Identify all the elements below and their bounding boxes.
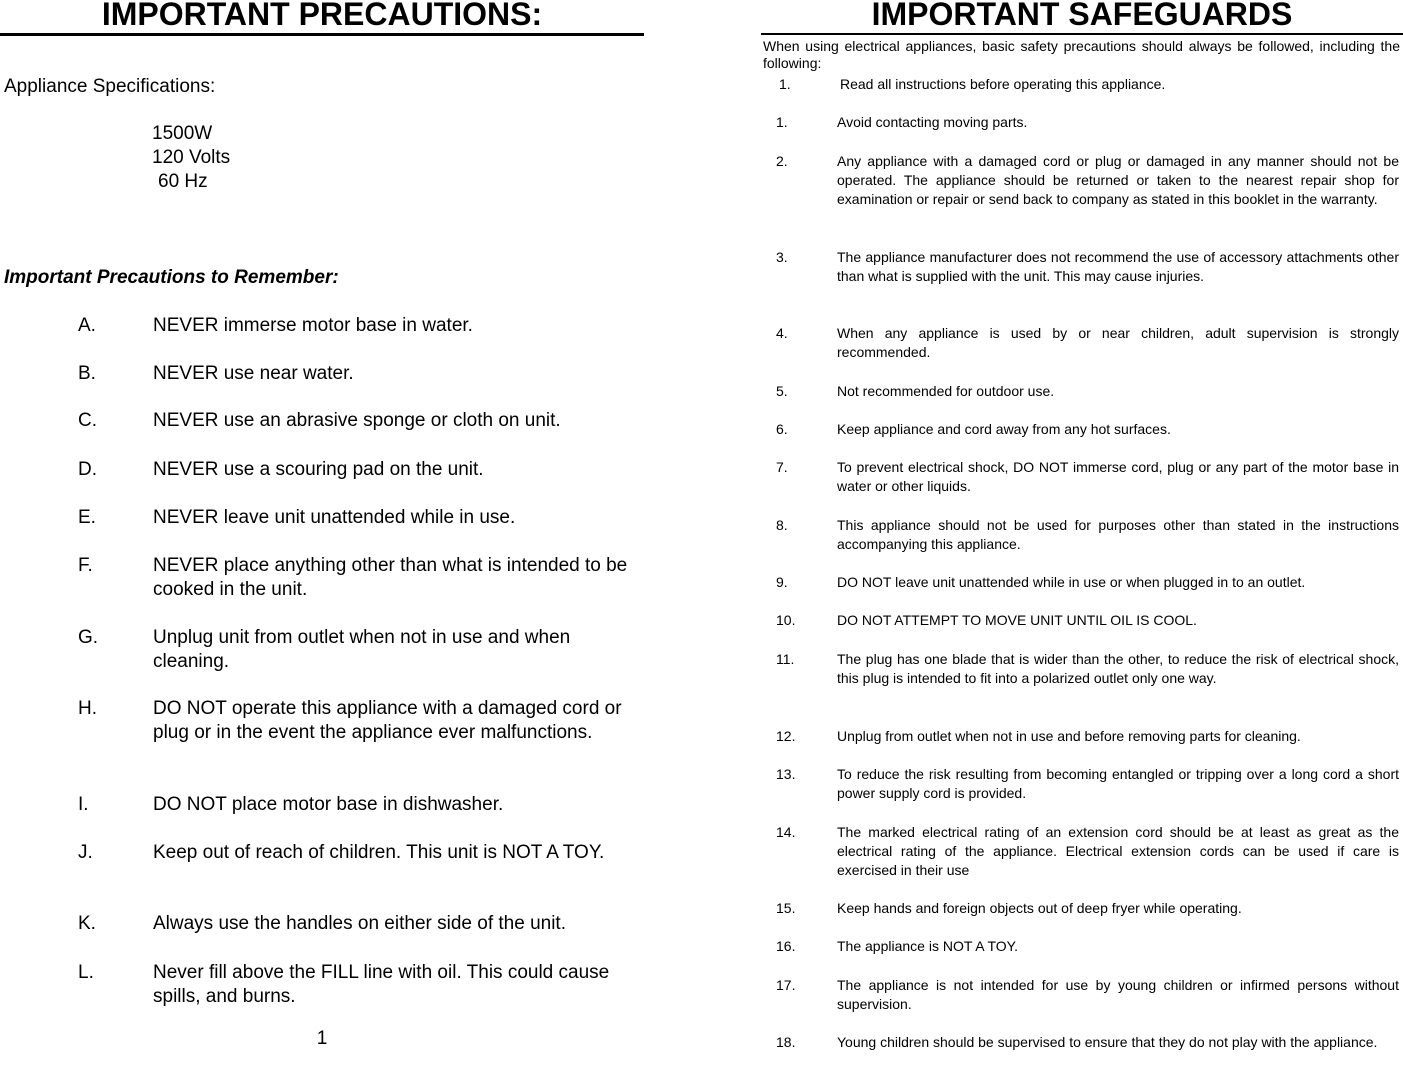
safeguard-text: Keep appliance and cord away from any hot surfaces. [837,421,1171,437]
safeguard-number: 18. [776,1034,796,1050]
precaution-text: Unplug unit from outlet when not in use and when cleaning. [153,627,571,672]
safeguard-text: Read all instructions before operating this appliance. [840,76,1166,92]
precaution-letter: F. [78,555,93,576]
specifications-heading: Appliance Specifications: [4,76,216,97]
precaution-letter: J. [78,842,93,863]
precaution-text: NEVER place anything other than what is intended to be cooked in the unit. [153,555,628,600]
safeguard-text: The appliance is not intended for use by young children or infirmed persons without supervision. [837,977,1399,1012]
precaution-text: NEVER immerse motor base in water. [153,315,473,336]
safeguard-text: DO NOT leave unit unattended while in use or when plugged in to an outlet. [837,574,1306,590]
safeguard-number: 5. [776,383,788,399]
safeguard-text: Unplug from outlet when not in use and before removing parts for cleaning. [837,728,1301,744]
precaution-text: NEVER use a scouring pad on the unit. [153,459,484,480]
safeguard-number: 12. [776,728,796,744]
safeguard-text: Not recommended for outdoor use. [837,383,1055,399]
safeguard-number: 6. [776,421,788,437]
safeguards-intro: When using electrical appliances, basic safety precautions should always be followed, including the following: [763,38,1400,71]
safeguard-text: The appliance is NOT A TOY. [837,938,1019,954]
safeguard-number: 15. [776,900,796,916]
spec-frequency: 60 Hz [158,171,208,192]
precaution-letter: K. [78,913,96,934]
safeguard-number: 3. [776,249,788,265]
precautions-page [0,0,644,1071]
precautions-title: IMPORTANT PRECAUTIONS: [101,0,543,32]
precaution-text: DO NOT place motor base in dishwasher. [153,794,504,815]
safeguard-text: The plug has one blade that is wider than the other, to reduce the risk of electrical shock, this plug is intended to fit into a polarized outlet only one way. [837,651,1399,686]
precaution-text: Never fill above the FILL line with oil. This could cause spills, and burns. [153,962,610,1007]
safeguard-number: 2. [776,153,788,169]
safeguard-text: Avoid contacting moving parts. [837,114,1028,130]
safeguard-number: 16. [776,938,796,954]
safeguard-number: 13. [776,766,796,782]
safeguard-text: Any appliance with a damaged cord or plug or damaged in any manner should not be operated. The appliance should be returned or taken to the nearest repair shop for examination or repair or send back to company as stated in this booklet in the warranty. [837,153,1399,207]
safeguards-page [761,0,1403,1071]
title-divider [0,33,644,36]
precaution-letter: G. [78,627,99,648]
safeguard-text: This appliance should not be used for purposes other than stated in the instructions accompanying this appliance. [837,517,1399,552]
safeguard-number: 11. [776,651,795,667]
safeguard-text: The marked electrical rating of an extension cord should be at least as great as the electrical rating of the appliance. Electrical extension cords can be used if care is exercised in their use [837,824,1399,878]
spec-wattage: 1500W [152,123,213,144]
precaution-text: NEVER leave unit unattended while in use. [153,507,516,528]
safeguard-text: Keep hands and foreign objects out of deep fryer while operating. [837,900,1242,916]
safeguard-text: DO NOT ATTEMPT TO MOVE UNIT UNTIL OIL IS COOL. [837,612,1197,628]
precaution-letter: D. [78,459,97,480]
safeguard-number: 1. [779,76,791,92]
precaution-letter: H. [78,698,97,719]
precaution-letter: A. [78,315,96,336]
safeguard-number: 1. [776,114,788,130]
safeguard-number: 10. [776,612,796,628]
safeguard-number: 9. [776,574,788,590]
safeguards-title: IMPORTANT SAFEGUARDS [871,0,1293,32]
precautions-heading: Important Precautions to Remember: [4,267,339,288]
title-divider [761,33,1403,35]
safeguard-number: 8. [776,517,788,533]
precaution-text: Always use the handles on either side of the unit. [153,913,566,934]
precaution-text: Keep out of reach of children. This unit is NOT A TOY. [153,842,605,863]
precaution-text: DO NOT operate this appliance with a damaged cord or plug or in the event the appliance ever malfunctions. [153,698,622,743]
safeguard-number: 17. [776,977,796,993]
safeguard-number: 4. [776,325,788,341]
precaution-letter: I. [78,794,89,815]
precaution-letter: E. [78,507,96,528]
precaution-text: NEVER use an abrasive sponge or cloth on unit. [153,410,561,431]
safeguard-text: To prevent electrical shock, DO NOT immerse cord, plug or any part of the motor base in water or other liquids. [837,459,1399,494]
precaution-text: NEVER use near water. [153,363,354,384]
spec-voltage: 120 Volts [152,147,231,168]
precaution-letter: B. [78,363,96,384]
safeguard-number: 7. [776,459,788,475]
precaution-letter: L. [78,962,94,983]
safeguard-text: When any appliance is used by or near children, adult supervision is strongly recommended. [837,325,1399,360]
precaution-letter: C. [78,410,97,431]
safeguard-text: To reduce the risk resulting from becoming entangled or tripping over a long cord a short power supply cord is provided. [837,766,1399,801]
page-number: 1 [316,1028,328,1049]
safeguard-number: 14. [776,824,796,840]
safeguard-text: The appliance manufacturer does not recommend the use of accessory attachments other than what is supplied with the unit. This may cause injuries. [837,249,1399,284]
safeguard-text: Young children should be supervised to ensure that they do not play with the appliance. [837,1034,1378,1050]
